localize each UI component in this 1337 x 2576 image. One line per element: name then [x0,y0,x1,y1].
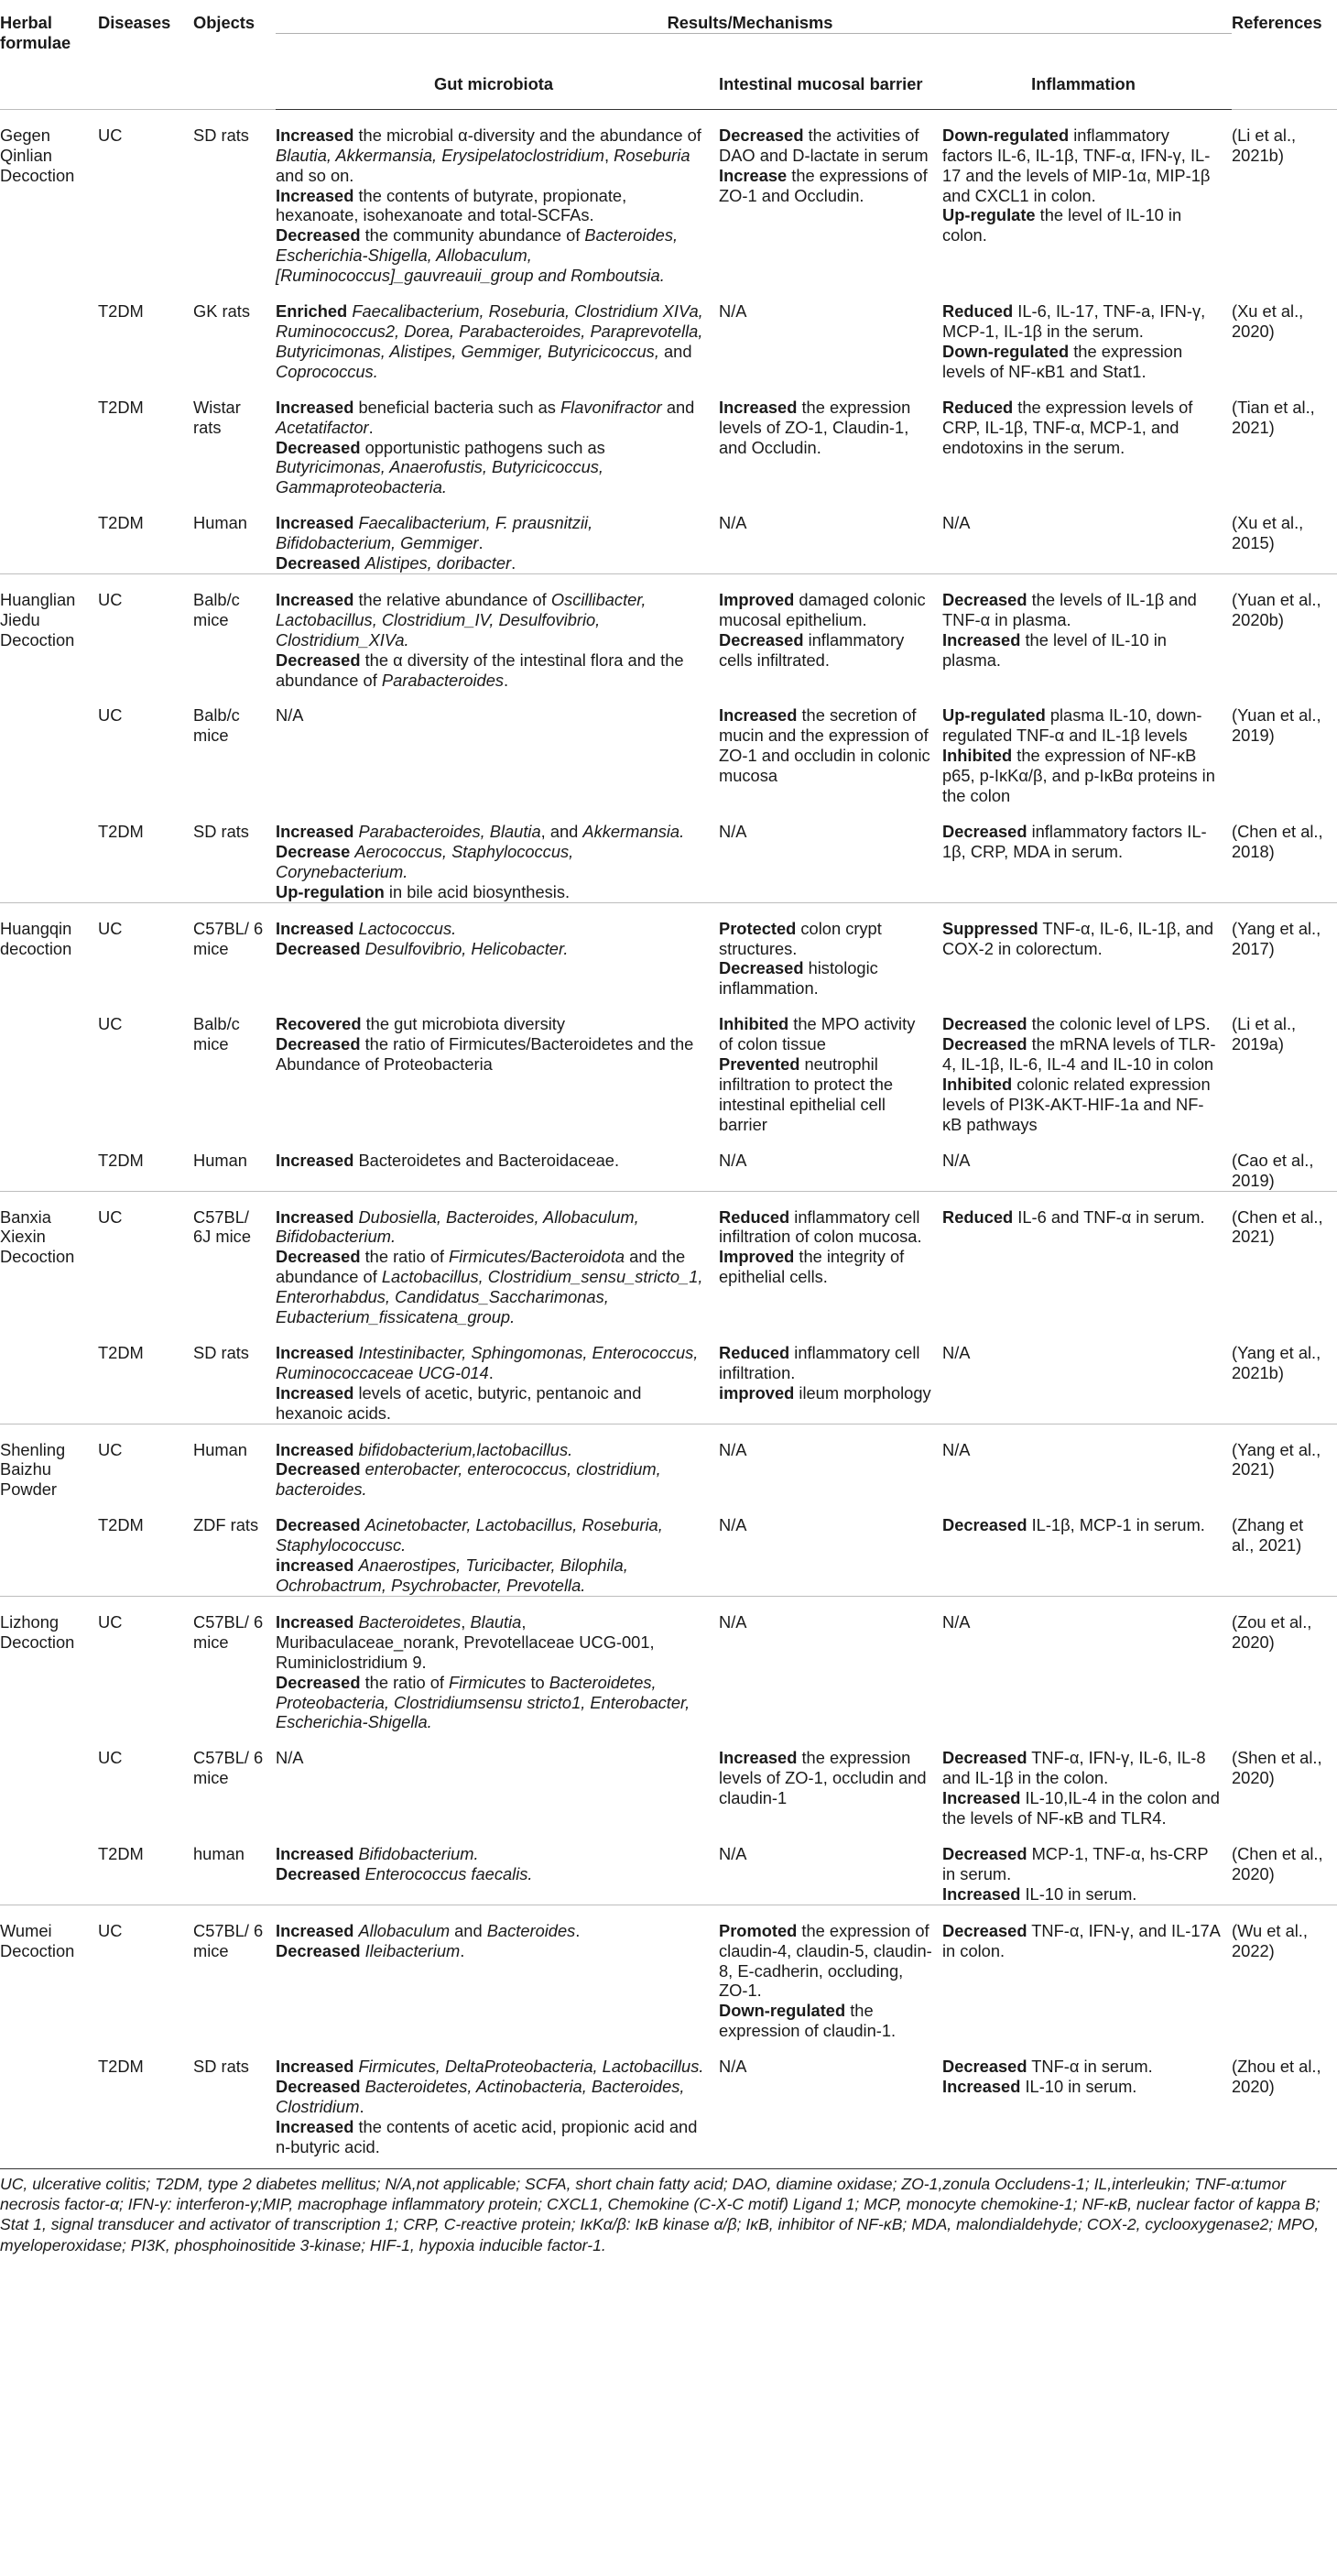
cell-inflammation: Suppressed TNF-α, IL-6, IL-1β, and COX-2 in colorectum. [942,902,1232,999]
cell-gut-microbiota: Recovered the gut microbiota diversity Decreased the ratio of Firmicutes/Bacteroidetes and the Abundance of Proteobacteria [276,1014,694,1075]
cell-formula: Shenling Baizhu Powder [0,1424,98,1500]
cell-inflammation: Decreased TNF-α, IFN-γ, IL-6, IL-8 and IL-1β in the colon. Increased IL-10,IL-4 in the colon and the levels of NF-κB and TLR4. [942,1748,1220,1828]
cell-formula [0,1500,98,1596]
cell-inflammation: Decreased TNF-α, IFN-γ, and IL-17A in colon. [942,1905,1232,2041]
cell-inflammation: Down-regulated inflammatory factors IL-6, IL-1β, TNF-α, IFN-γ, IL-17 and the levels of MIP-1α, MIP-1β and CXCL1 in colon. Up-regulate the level of IL-10 in colon. [942,109,1232,286]
cell-object: Balb/c mice [193,573,276,690]
cell-formula [0,2041,98,2157]
cell-disease: T2DM [98,2057,144,2077]
cell-object: Balb/c mice [193,705,240,746]
table-row [0,573,1337,690]
cell-reference: (Tian et al., 2021) [1232,397,1315,437]
table-row [0,286,1337,382]
cell-disease: UC [98,1424,193,1500]
cell-mucosal-barrier: N/A [719,822,747,841]
cell-disease: UC [98,1596,193,1732]
cell-formula [0,1327,98,1424]
cell-disease: UC [98,109,193,286]
cell-mucosal-barrier: Reduced inflammatory cell infiltration. improved ileum morphology [719,1342,931,1403]
cell-inflammation: Reduced IL-6 and TNF-α in serum. [942,1191,1232,1327]
cell-object: SD rats [193,109,276,286]
table-footnote: UC, ulcerative colitis; T2DM, type 2 diabetes mellitus; N/A,not applicable; SCFA, short chain fatty acid; DAO, diamine oxidase; ZO-1,zonula Occludens-1; IL,interleukin; TNF-α:tumor necrosis factor-α; IFN-γ: interferon-γ;MIP, macrophage inflammatory protein; CXCL1, Chemokine (C-X-C motif) Ligand 1; MCP, monocyte chemokine-1; NF-κB, nuclear factor of kappa B; Stat 1, signal transducer and activator of transcription 1; CRP, C-reactive protein; IκKα/β: IκB kinase α/β; IκB, inhibitor of NF-κB; MDA, malondialdehyde; COX-2, cyclooxygenase2; MPO, myeloperoxidase; PI3K, phosphoinositide 3-kinase; HIF-1, hypoxia inducible factor-1. [0,2174,1321,2254]
cell-gut-microbiota: Increased bifidobacterium,lactobacillus. Decreased enterobacter, enterococcus, clostridium, bacteroides. [276,1424,719,1500]
cell-gut-microbiota: Increased Intestinibacter, Sphingomonas, Enterococcus, Ruminococcaceae UCG-014. Increased levels of acetic, butyric, pentanoic and hexanoic acids. [276,1342,699,1423]
cell-reference: (Wu et al., 2022) [1232,1905,1337,2041]
cell-inflammation: N/A [942,1424,1232,1500]
cell-reference: (Xu et al., 2015) [1232,513,1304,553]
cell-disease: T2DM [98,397,144,417]
table-row [0,999,1337,1134]
table-row [0,902,1337,999]
cell-reference: (Yuan et al., 2019) [1232,705,1321,746]
table-row [0,109,1337,286]
cell-formula [0,286,98,382]
cell-disease: UC [98,902,193,999]
table-row [0,1327,1337,1424]
cell-inflammation: Reduced the expression levels of CRP, IL-1β, TNF-α, MCP-1, and endotoxins in the serum. [942,397,1193,457]
cell-formula [0,497,98,573]
cell-reference: (Shen et al., 2020) [1232,1748,1322,1788]
table-end-spacer [0,2157,1337,2168]
cell-inflammation: Decreased IL-1β, MCP-1 in serum. [942,1515,1205,1535]
cell-object: Wistar rats [193,397,241,437]
cell-disease: UC [98,1191,193,1327]
table-row [0,2041,1337,2157]
cell-formula: Wumei Decoction [0,1905,98,2041]
cell-inflammation: Decreased TNF-α in serum. Increased IL-10 in serum. [942,2057,1153,2097]
cell-disease: T2DM [98,301,144,322]
cell-reference: (Chen et al., 2021) [1232,1191,1337,1327]
cell-inflammation: Decreased the levels of IL-1β and TNF-α in plasma. Increased the level of IL-10 in plasma. [942,573,1232,690]
table-row [0,382,1337,498]
cell-formula [0,806,98,902]
cell-object: C57BL/ 6 mice [193,1596,276,1732]
cell-formula [0,382,98,498]
cell-disease: T2DM [98,1342,144,1362]
cell-reference: (Zhou et al., 2020) [1232,2057,1321,2097]
cell-inflammation: Reduced IL-6, IL-17, TNF-a, IFN-γ, MCP-1, IL-1β in the serum. Down-regulated the expression levels of NF-κB1 and Stat1. [942,301,1206,381]
cell-gut-microbiota: Increased Firmicutes, DeltaProteobacteria, Lactobacillus. Decreased Bacteroidetes, Actinobacteria, Bacteroides, Clostridium. Increased the contents of acetic acid, propionic acid and n-butyric acid. [276,2057,704,2156]
cell-disease: UC [98,705,123,726]
cell-gut-microbiota: Increased the microbial α-diversity and the abundance of Blautia, Akkermansia, Erysipelatoclostridium, Roseburia and so on. Increased the contents of butyrate, propionate, hexanoate, isohexanoate and total-SCFAs. Decreased the community abundance of Bacteroides, Escherichia-Shigella, Allobaculum, [Ruminococcus]_gauvreauii_group and Romboutsia. [276,109,719,286]
cell-disease: UC [98,1748,123,1768]
cell-mucosal-barrier: Increased the expression levels of ZO-1, occludin and claudin-1 [719,1748,927,1808]
cell-object: Human [193,513,247,533]
cell-gut-microbiota: Decreased Acinetobacter, Lactobacillus, Roseburia, Staphylococcusc. increased Anaerostipes, Turicibacter, Bilophila, Ochrobactrum, Psychrobacter, Prevotella. [276,1515,663,1595]
table-row [0,1191,1337,1327]
cell-formula: Lizhong Decoction [0,1596,98,1732]
cell-gut-microbiota: N/A [276,705,304,726]
cell-formula [0,1732,98,1828]
table-row [0,1424,1337,1500]
cell-gut-microbiota: Enriched Faecalibacterium, Roseburia, Clostridium XIVa, Ruminococcus2, Dorea, Parabacteroides, Paraprevotella, Butyricimonas, Alistipes, Gemmiger, Butyricicoccus, and Coprococcus. [276,301,703,381]
table-row [0,1828,1337,1905]
cell-disease: UC [98,573,193,690]
table-row [0,1905,1337,2041]
cell-gut-microbiota: Increased beneficial bacteria such as Flavonifractor and Acetatifactor. Decreased opportunistic pathogens such as Butyricimonas, Anaerofustis, Butyricicoccus, Gammaproteobacteria. [276,397,695,497]
cell-mucosal-barrier: Promoted the expression of claudin-4, claudin-5, claudin-8, E-cadherin, occluding, ZO-1. Down-regulated the expression of claudin-1. [719,1905,942,2041]
cell-formula: Gegen Qinlian Decoction [0,109,98,286]
cell-reference: (Chen et al., 2018) [1232,822,1323,861]
cell-formula: Huangqin decoction [0,902,98,999]
cell-mucosal-barrier: N/A [719,2057,747,2077]
cell-gut-microbiota: Increased Allobaculum and Bacteroides. Decreased Ileibacterium. [276,1905,719,2041]
cell-inflammation: N/A [942,1596,1232,1732]
table-body [0,109,1337,2167]
cell-mucosal-barrier: Increased the expression levels of ZO-1, Claudin-1, and Occludin. [719,397,911,457]
cell-inflammation: N/A [942,1342,971,1362]
cell-mucosal-barrier: Increased the secretion of mucin and the expression of ZO-1 and occludin in colonic mucosa [719,705,930,786]
cell-object: C57BL/ 6J mice [193,1191,276,1327]
cell-reference: (Yang et al., 2021b) [1232,1342,1321,1382]
cell-gut-microbiota: Increased Parabacteroides, Blautia, and Akkermansia. Decrease Aerococcus, Staphylococcus, Corynebacterium. Up-regulation in bile acid biosynthesis. [276,822,685,901]
cell-reference: (Yang et al., 2017) [1232,902,1337,999]
cell-inflammation: Decreased the colonic level of LPS. Decreased the mRNA levels of TLR-4, IL-1β, IL-6, IL-4 and IL-10 in colon Inhibited colonic related expression levels of PI3K-AKT-HIF-1a and NF-κB pathways [942,1014,1216,1134]
table-row [0,806,1337,902]
cell-formula: Banxia Xiexin Decoction [0,1191,98,1327]
cell-object: SD rats [193,822,249,841]
header-mucosal-barrier: Intestinal mucosal barrier [719,33,942,109]
cell-gut-microbiota: Increased Lactococcus. Decreased Desulfovibrio, Helicobacter. [276,902,719,999]
table-row [0,497,1337,573]
cell-reference: (Yuan et al., 2020b) [1232,573,1337,690]
header-diseases: Diseases [98,13,171,32]
cell-gut-microbiota: N/A [276,1748,304,1768]
cell-gut-microbiota: Increased Bacteroidetes and Bacteroidaceae. [276,1150,620,1170]
table-row [0,1596,1337,1732]
cell-object: SD rats [193,2057,249,2077]
cell-reference: (Li et al., 2021b) [1232,109,1337,286]
cell-inflammation: N/A [942,513,971,533]
cell-reference: (Xu et al., 2020) [1232,301,1304,341]
cell-disease: UC [98,1014,123,1034]
cell-inflammation: Decreased inflammatory factors IL-1β, CRP, MDA in serum. [942,822,1207,861]
cell-mucosal-barrier: Inhibited the MPO activity of colon tissue Prevented neutrophil infiltration to protect the intestinal epithelial cell barrier [719,1014,916,1134]
cell-disease: T2DM [98,1515,144,1535]
cell-mucosal-barrier: N/A [719,1515,747,1535]
cell-disease: T2DM [98,513,144,533]
cell-gut-microbiota: Increased Bifidobacterium. Decreased Enterococcus faecalis. [276,1843,533,1883]
cell-object: C57BL/ 6 mice [193,902,276,999]
cell-mucosal-barrier: N/A [719,1596,942,1732]
cell-mucosal-barrier: Decreased the activities of DAO and D-lactate in serum Increase the expressions of ZO-1 and Occludin. [719,109,942,286]
cell-mucosal-barrier: N/A [719,1150,747,1170]
cell-reference: (Yang et al., 2021) [1232,1424,1337,1500]
cell-object: Human [193,1424,276,1500]
cell-object: SD rats [193,1342,249,1362]
cell-reference: (Li et al., 2019a) [1232,1014,1297,1054]
header-inflammation: Inflammation [942,33,1232,109]
table-row [0,1732,1337,1828]
table-row [0,1135,1337,1191]
cell-inflammation: Up-regulated plasma IL-10, down-regulated TNF-α and IL-1β levels Inhibited the expression of NF-κB p65, p-IκKα/β, and p-IκBα proteins in the colon [942,705,1215,806]
cell-disease: UC [98,1905,193,2041]
cell-mucosal-barrier: N/A [719,1424,942,1500]
cell-disease: T2DM [98,1843,144,1863]
cell-object: Balb/c mice [193,1014,240,1054]
cell-mucosal-barrier: N/A [719,301,747,322]
cell-gut-microbiota: Increased Dubosiella, Bacteroides, Allobaculum, Bifidobacterium. Decreased the ratio of Firmicutes/Bacteroidota and the abundance of Lactobacillus, Clostridium_sensu_stricto_1, Enterorhabdus, Candidatus_Saccharimonas, Eubacterium_fissicatena_group. [276,1191,719,1327]
cell-mucosal-barrier: Reduced inflammatory cell infiltration of colon mucosa. Improved the integrity of epithelial cells. [719,1191,942,1327]
cell-reference: (Cao et al., 2019) [1232,1150,1314,1190]
cell-gut-microbiota: Increased the relative abundance of Oscillibacter, Lactobacillus, Clostridium_IV, Desulfovibrio, Clostridium_XIVa. Decreased the α diversity of the intestinal flora and the abundance of Parabacteroides. [276,573,719,690]
cell-object: human [193,1843,245,1863]
cell-mucosal-barrier: Protected colon crypt structures. Decreased histologic inflammation. [719,902,942,999]
header-references: References [1232,13,1322,32]
footnote-divider [0,2168,1337,2169]
cell-disease: T2DM [98,822,144,841]
header-objects: Objects [193,13,255,32]
cell-reference: (Chen et al., 2020) [1232,1843,1323,1883]
cell-object: Human [193,1150,247,1170]
cell-gut-microbiota: Increased Faecalibacterium, F. prausnitzii, Bifidobacterium, Gemmiger. Decreased Alistipes, doribacter. [276,513,593,573]
cell-formula [0,1135,98,1191]
cell-object: GK rats [193,301,250,322]
cell-gut-microbiota: Increased Bacteroidetes, Blautia, Muribaculaceae_norank, Prevotellaceae UCG-001, Ruminiclostridium 9. Decreased the ratio of Firmicutes to Bacteroidetes, Proteobacteria, Clostridiumsensu stricto1, Enterobacter, Escherichia-Shigella. [276,1596,719,1732]
cell-reference: (Zhang et al., 2021) [1232,1515,1304,1555]
cell-disease: T2DM [98,1150,144,1170]
cell-object: ZDF rats [193,1515,259,1535]
cell-mucosal-barrier: Improved damaged colonic mucosal epithelium. Decreased inflammatory cells infiltrated. [719,573,942,690]
cell-formula [0,999,98,1134]
cell-mucosal-barrier: N/A [719,513,747,533]
cell-reference: (Zou et al., 2020) [1232,1596,1337,1732]
table-row [0,690,1337,806]
header-formula: Herbal formulae [0,13,71,52]
cell-object: C57BL/ 6 mice [193,1905,276,2041]
cell-mucosal-barrier: N/A [719,1843,747,1863]
header-results: Results/Mechanisms [276,0,1232,33]
cell-inflammation: Decreased MCP-1, TNF-α, hs-CRP in serum. Increased IL-10 in serum. [942,1843,1209,1904]
cell-formula [0,1828,98,1905]
header-gut-microbiota: Gut microbiota [276,33,719,109]
table-row [0,1500,1337,1596]
cell-inflammation: N/A [942,1150,971,1170]
cell-formula: Huanglian Jiedu Decoction [0,573,98,690]
cell-object: C57BL/ 6 mice [193,1748,264,1788]
cell-formula [0,690,98,806]
